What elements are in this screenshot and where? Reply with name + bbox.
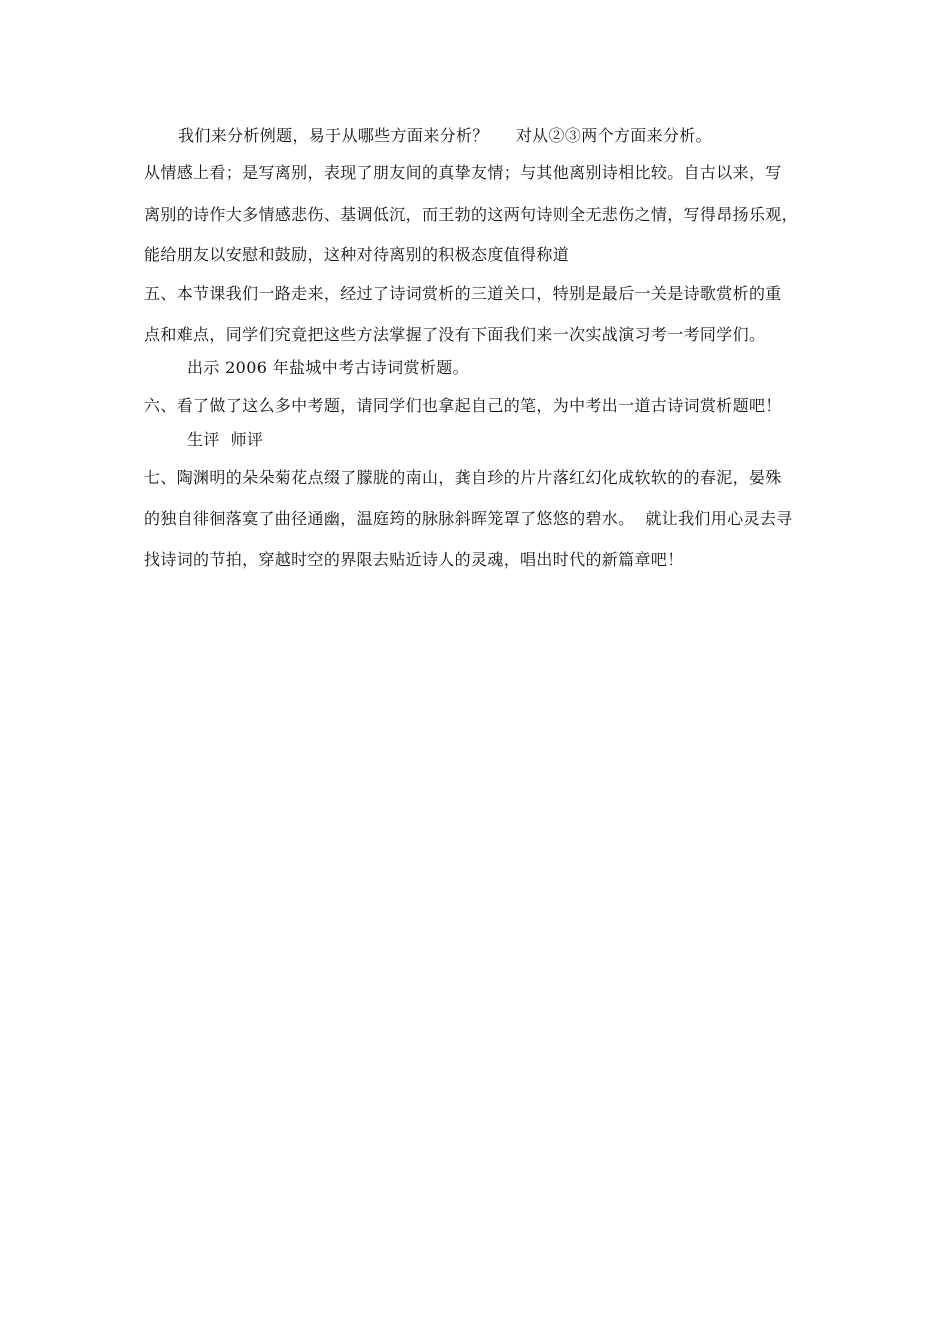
text-line-section-seven-1: 七、陶渊明的朵朵菊花点缀了朦胧的南山，龚自珍的片片落红幻化成软软的的春泥，晏殊 <box>144 468 782 487</box>
text-line-section-five-2: 点和难点，同学们究竟把这些方法掌握了没有下面我们来一次实战演习考一考同学们。 <box>144 325 766 344</box>
text-line-section-seven-3: 找诗词的节拍，穿越时空的界限去贴近诗人的灵魂，唱出时代的新篇章吧！ <box>144 550 684 569</box>
text-line-emotion-2: 离别的诗作大多情感悲伤、基调低沉，而王勃的这两句诗则全无悲伤之情，写得昂扬乐观， <box>144 205 799 224</box>
text-line-section-five-1: 五、本节课我们一路走来，经过了诗词赏析的三道关口，特别是最后一关是诗歌赏析的重 <box>144 284 782 303</box>
text-line-example-analysis: 我们来分析例题，易于从哪些方面来分析？ 对从②③两个方面来分析。 <box>178 126 713 145</box>
text-line-emotion-1: 从情感上看；是写离别，表现了朋友间的真挚友情；与其他离别诗相比较。自古以来，写 <box>144 163 782 182</box>
text-line-section-six: 六、看了做了这么多中考题，请同学们也拿起自己的笔，为中考出一道古诗词赏析题吧！ <box>144 396 782 415</box>
text-line-exam-question: 出示 2006 年盐城中考古诗词赏析题。 <box>187 358 469 377</box>
text-line-evaluation: 生评 师评 <box>187 430 264 449</box>
text-line-section-seven-2: 的独自徘徊落寞了曲径通幽，温庭筠的脉脉斜晖笼罩了悠悠的碧水。 就让我们用心灵去寻 <box>144 509 793 528</box>
text-line-emotion-3: 能给朋友以安慰和鼓励，这种对待离别的积极态度值得称道 <box>144 245 570 264</box>
